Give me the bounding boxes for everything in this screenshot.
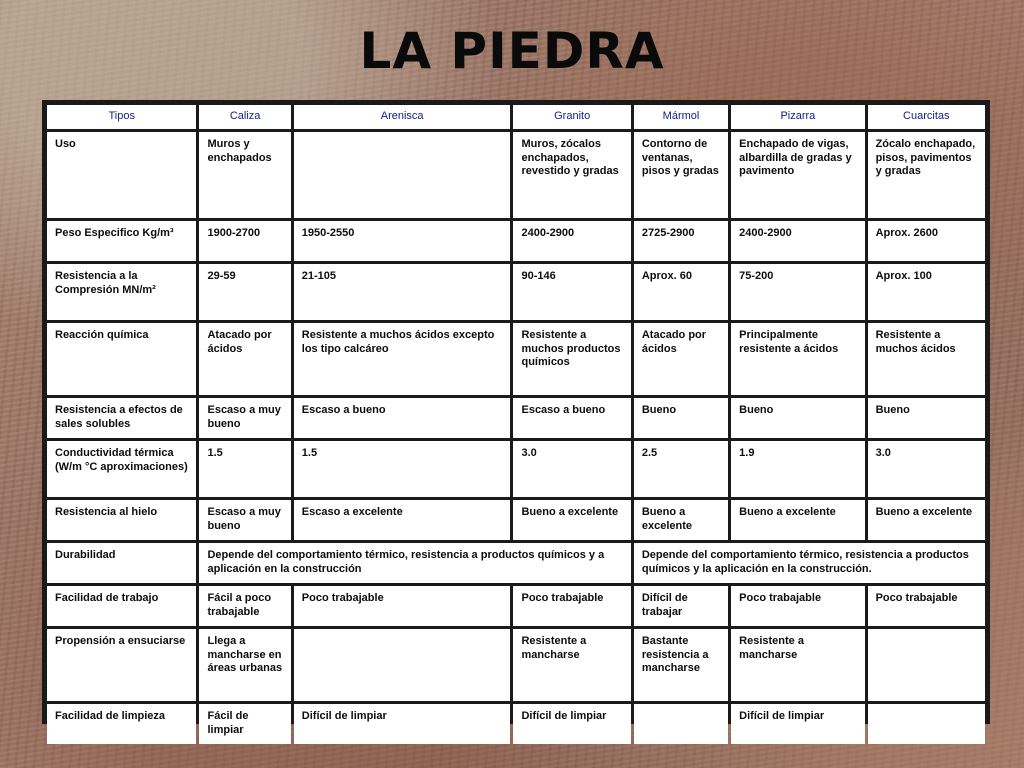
row-label: Durabilidad <box>47 543 196 583</box>
table-row <box>47 586 985 626</box>
table-row <box>47 441 985 497</box>
table-cell: Resistente a muchos productos químicos <box>513 323 630 395</box>
table-cell: Bueno a excelente <box>868 500 985 540</box>
table-cell: Poco trabajable <box>868 586 985 626</box>
table-cell-merged: Depende del comportamiento térmico, resistencia a productos químicos y la aplicación en la construcción. <box>634 543 985 583</box>
table-cell: Poco trabajable <box>294 586 511 626</box>
table-cell: 1.5 <box>294 441 511 497</box>
table-cell: Bueno <box>868 398 985 438</box>
table-cell: 2400-2900 <box>731 221 864 261</box>
table-cell: 75-200 <box>731 264 864 320</box>
table-cell: Resistente a muchos ácidos <box>868 323 985 395</box>
row-label: Uso <box>47 132 196 218</box>
table-cell: Resistente a mancharse <box>513 629 630 701</box>
table-cell <box>634 704 728 744</box>
table-cell: Difícil de limpiar <box>731 704 864 744</box>
table-cell: 1900-2700 <box>199 221 290 261</box>
column-header-caliza: Caliza <box>199 105 290 129</box>
table-row <box>47 398 985 438</box>
table-cell: 29-59 <box>199 264 290 320</box>
table-row <box>47 704 985 744</box>
table-cell: 90-146 <box>513 264 630 320</box>
row-label: Resistencia al hielo <box>47 500 196 540</box>
column-header-arenisca: Arenisca <box>294 105 511 129</box>
table-cell: Atacado por ácidos <box>199 323 290 395</box>
header-row <box>47 105 985 129</box>
table-cell: Bueno a excelente <box>513 500 630 540</box>
table-cell: Bueno <box>731 398 864 438</box>
table-cell: 3.0 <box>513 441 630 497</box>
row-label: Resistencia a la Compresión MN/m² <box>47 264 196 320</box>
table-cell: Difícil de limpiar <box>513 704 630 744</box>
table-cell: Resistente a mancharse <box>731 629 864 701</box>
column-header-pizarra: Pizarra <box>731 105 864 129</box>
table-row <box>47 264 985 320</box>
row-label: Facilidad de limpieza <box>47 704 196 744</box>
stone-properties-table <box>44 102 988 747</box>
row-label: Peso Especifico Kg/m³ <box>47 221 196 261</box>
table-row <box>47 543 985 583</box>
table-row <box>47 323 985 395</box>
table-cell: 1950-2550 <box>294 221 511 261</box>
row-label: Facilidad de trabajo <box>47 586 196 626</box>
table-cell: 1.5 <box>199 441 290 497</box>
table-cell: 2.5 <box>634 441 728 497</box>
table-row <box>47 221 985 261</box>
table-cell: Poco trabajable <box>731 586 864 626</box>
table-cell: Principalmente resistente a ácidos <box>731 323 864 395</box>
table-cell <box>868 629 985 701</box>
table-cell: Enchapado de vigas, albardilla de gradas y pavimento <box>731 132 864 218</box>
table-cell: 1.9 <box>731 441 864 497</box>
table-cell: Fácil a poco trabajable <box>199 586 290 626</box>
table-cell: Bueno a excelente <box>634 500 728 540</box>
table-cell: 3.0 <box>868 441 985 497</box>
slide-title: LA PIEDRA <box>359 22 665 80</box>
table-cell: Llega a mancharse en áreas urbanas <box>199 629 290 701</box>
column-header-granito: Granito <box>513 105 630 129</box>
table-row <box>47 132 985 218</box>
table-cell: Aprox. 100 <box>868 264 985 320</box>
row-label: Reacción química <box>47 323 196 395</box>
column-header-marmol: Mármol <box>634 105 728 129</box>
table-cell <box>294 132 511 218</box>
table-cell: Bueno <box>634 398 728 438</box>
table-cell: Escaso a bueno <box>513 398 630 438</box>
table-cell: Difícil de limpiar <box>294 704 511 744</box>
table-cell: Aprox. 2600 <box>868 221 985 261</box>
table-cell: Contorno de ventanas, pisos y gradas <box>634 132 728 218</box>
table-cell <box>294 629 511 701</box>
column-header-tipos: Tipos <box>47 105 196 129</box>
table-cell: Fácil de limpiar <box>199 704 290 744</box>
table-cell: Zócalo enchapado, pisos, pavimentos y gradas <box>868 132 985 218</box>
row-label: Resistencia a efectos de sales solubles <box>47 398 196 438</box>
table-cell: Escaso a excelente <box>294 500 511 540</box>
stone-properties-table-frame <box>42 100 990 736</box>
table-cell: Escaso a bueno <box>294 398 511 438</box>
table-cell: Muros, zócalos enchapados, revestido y gradas <box>513 132 630 218</box>
table-cell: Aprox. 60 <box>634 264 728 320</box>
table-cell: Atacado por ácidos <box>634 323 728 395</box>
table-row <box>47 500 985 540</box>
table-cell: Escaso a muy bueno <box>199 500 290 540</box>
table-cell: 2725-2900 <box>634 221 728 261</box>
table-cell <box>868 704 985 744</box>
table-row <box>47 629 985 701</box>
table-cell: Muros y enchapados <box>199 132 290 218</box>
table-cell: 21-105 <box>294 264 511 320</box>
table-cell: Poco trabajable <box>513 586 630 626</box>
table-cell: Bueno a excelente <box>731 500 864 540</box>
table-body <box>47 105 985 744</box>
row-label: Conductividad térmica (W/m °C aproximaciones) <box>47 441 196 497</box>
table-cell-merged: Depende del comportamiento térmico, resistencia a productos químicos y a aplicación en la construcción <box>199 543 630 583</box>
table-cell: Bastante resistencia a mancharse <box>634 629 728 701</box>
table-cell: Difícil de trabajar <box>634 586 728 626</box>
table-cell: Resistente a muchos ácidos excepto los tipo calcáreo <box>294 323 511 395</box>
row-label: Propensión a ensuciarse <box>47 629 196 701</box>
column-header-cuarcitas: Cuarcitas <box>868 105 985 129</box>
table-cell: 2400-2900 <box>513 221 630 261</box>
table-cell: Escaso a muy bueno <box>199 398 290 438</box>
